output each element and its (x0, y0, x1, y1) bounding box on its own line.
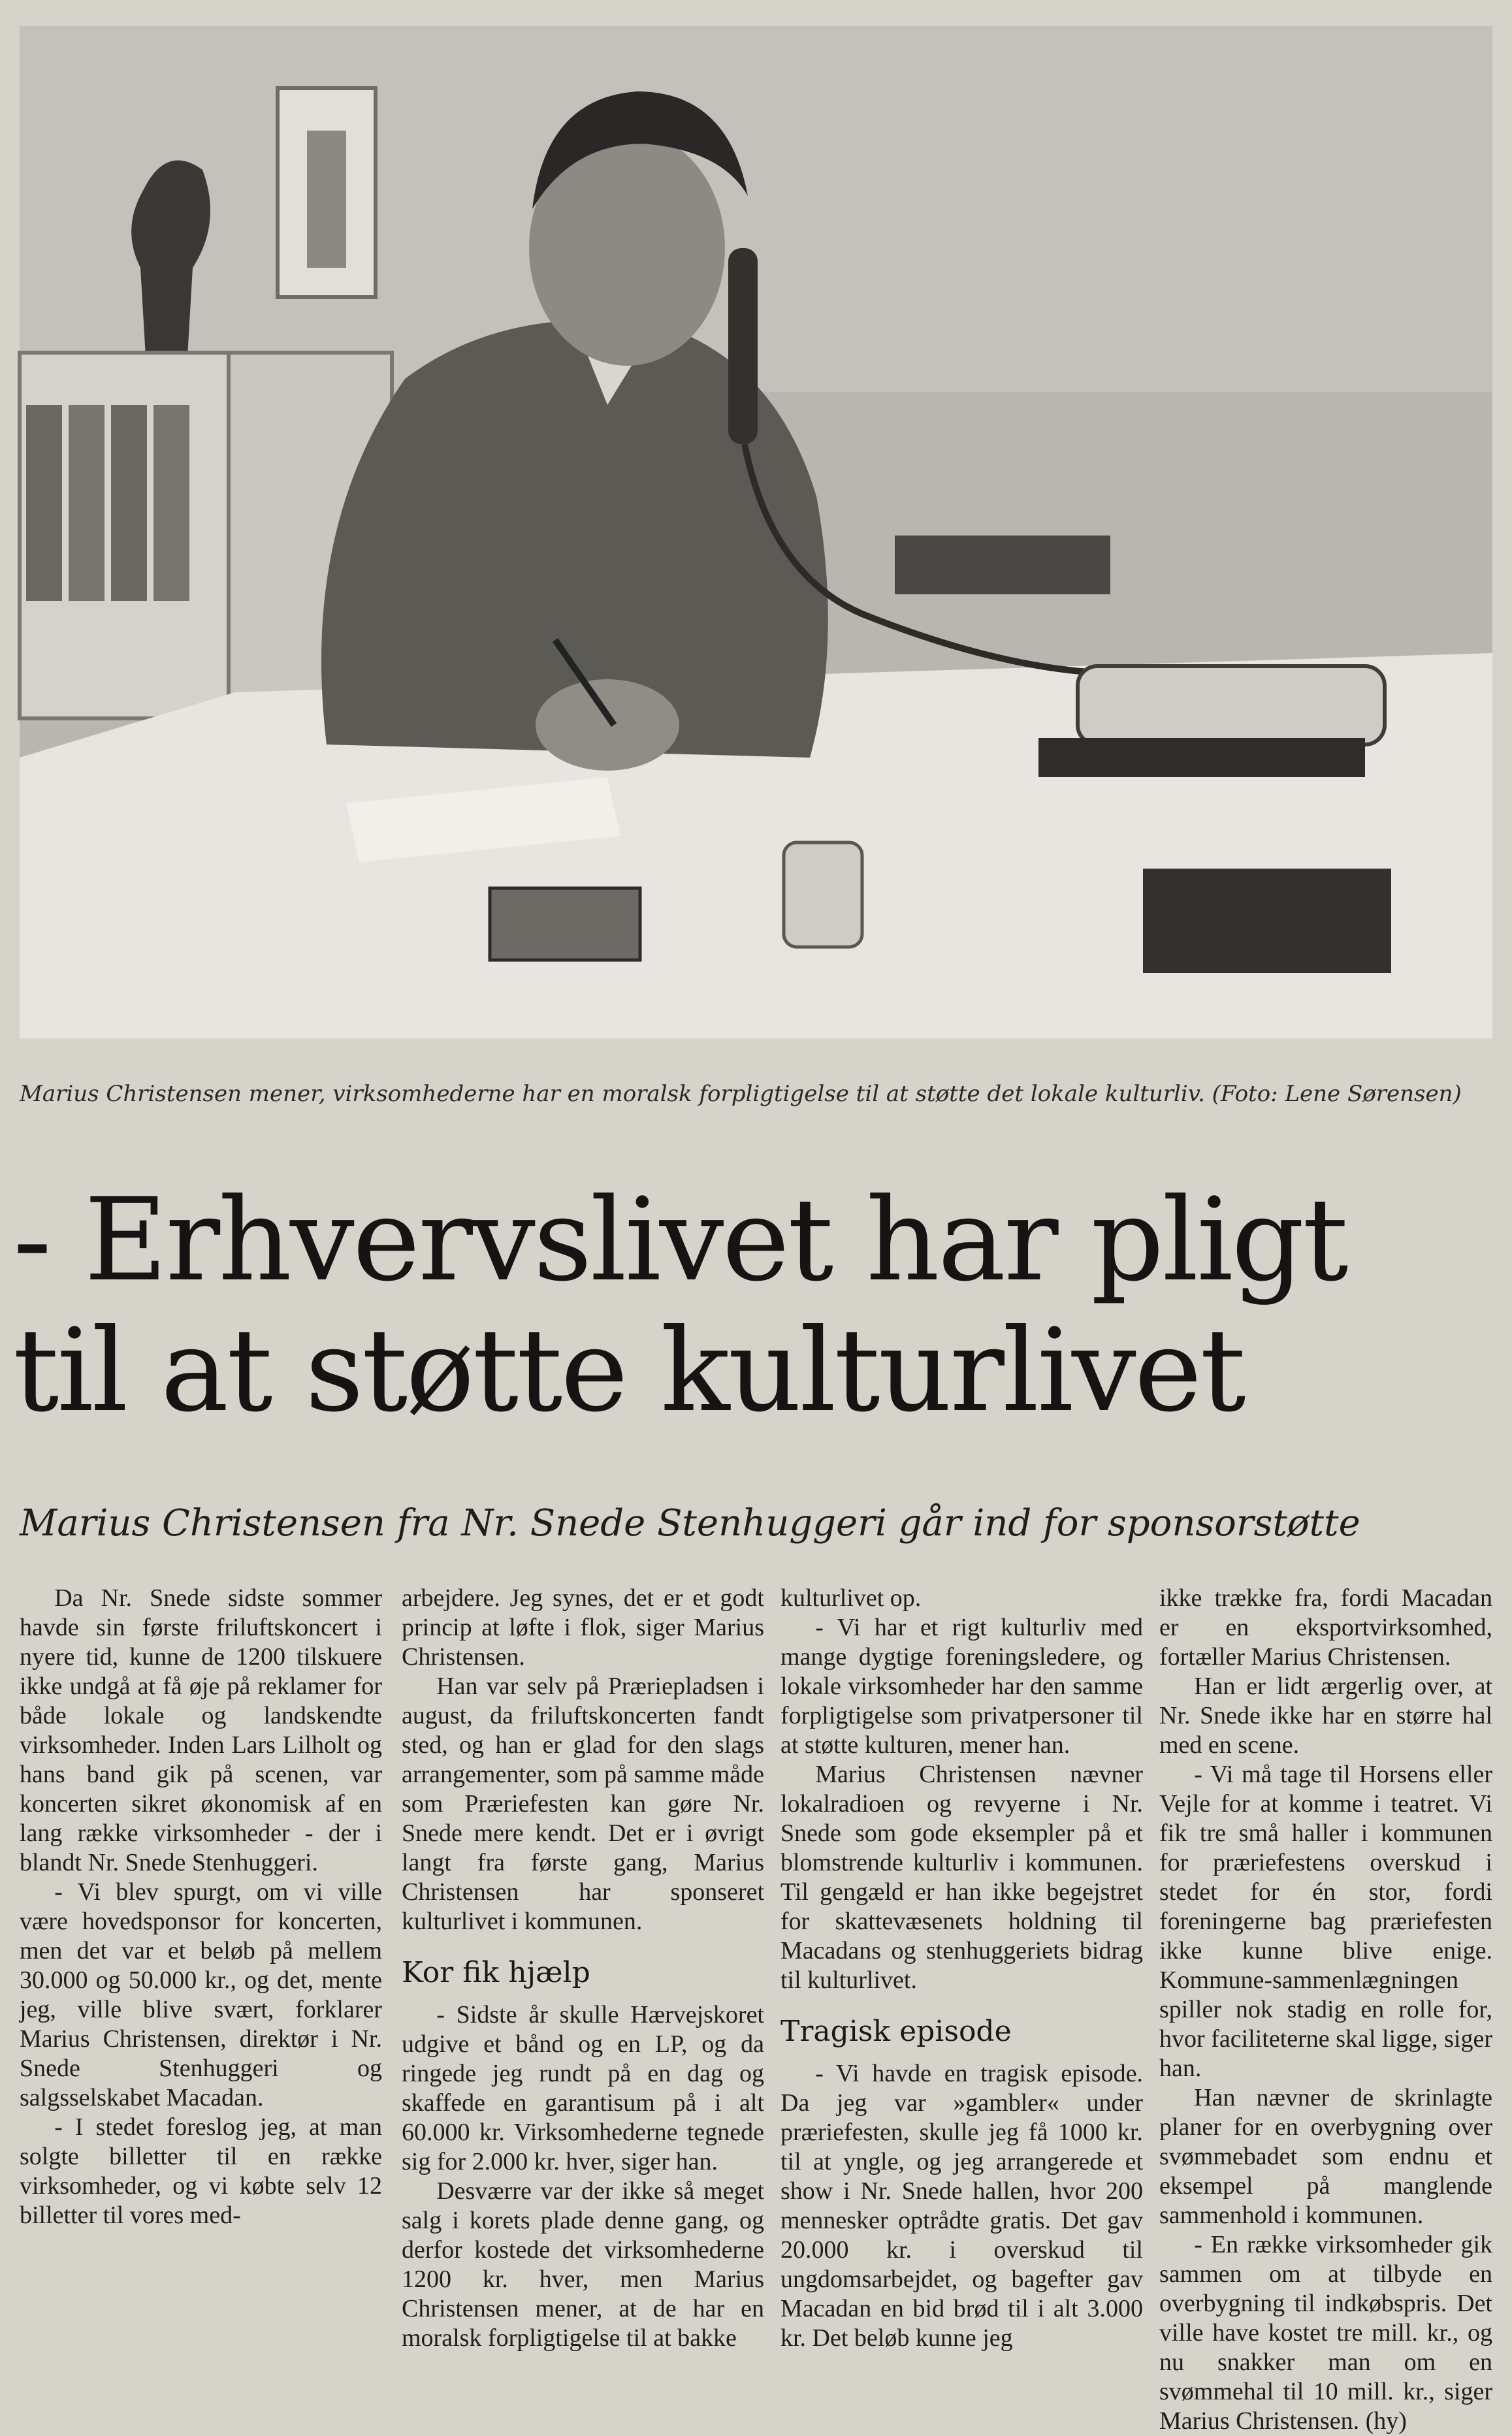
paragraph: kulturlivet op. (780, 1584, 922, 1612)
paragraph: Han nævner de skrinlagte planer for en overbygning over svømmebadet som endnu et eksempel på manglende sammenhold i kommunen. (1159, 2084, 1492, 2229)
photo-caption: Marius Christensen mener, virksomhederne har en moralsk forpligtigelse til at støtte det lokale kulturliv. (Foto: Lene Sørensen) (20, 1081, 1462, 1107)
paragraph: - En række virksomheder gik sammen om at tilbyde en overbygning til indkøbspris. Det ville have kostet tre mill. kr., og nu snakker man om en svømmehal til 10 mill. kr., siger Marius Christensen. (hy) (1159, 2231, 1492, 2435)
paragraph: - Vi blev spurgt, om vi ville være hovedsponsor for koncerten, men det var et beløb på mellem 30.000 og 50.000 kr., og det, mente jeg, ville blive svært, forklarer Marius Christensen, direktør i Nr. Snede Stenhuggeri og salgsselskabet Macadan. (20, 1878, 382, 2111)
article-body (20, 1584, 1492, 2435)
section-heading: Kor fik hjælp (402, 1956, 590, 1989)
paragraph: - Vi havde en tragisk episode. Da jeg var »gambler« under præriefesten, skulle jeg få 1000 kr. til at yngle, og jeg arrangerede et show i Nr. Snede hallen, hvor 200 mennesker optrådte gratis. Det gav 20.000 kr. i overskud til ungdomsarbejdet, og bagefter gav Macadan en bid brød til i alt 3.000 kr. Det beløb kunne jeg (780, 2060, 1143, 2352)
section-heading: Tragisk episode (780, 2015, 1012, 2048)
paragraph: arbejdere. Jeg synes, det er et godt princip at løfte i flok, siger Marius Christensen. (402, 1584, 764, 1671)
column-4 (1159, 1584, 1492, 2435)
headline-line-2: til at støtte kulturlivet (13, 1305, 1244, 1437)
paragraph: Da Nr. Snede sidste sommer havde sin første friluftskoncert i nyere tid, kunne de 1200 tilskuere ikke undgå at få øje på reklamer for både lokale og landskendte virksomheder. Inden Lars Lilholt og hans band gik på scenen, var koncerten sikret økonomisk af en lang række virksomheder - der i blandt Nr. Snede Stenhuggeri. (20, 1584, 382, 1876)
paragraph: - Sidste år skulle Hærvejskoret udgive et bånd og en LP, og da ringede jeg rundt på en dag og skaffede en garantisum på i alt 60.000 kr. Virksomhederne tegnede sig for 2.000 kr. hver, siger han. (402, 2001, 764, 2175)
paragraph: Han er lidt ærgerlig over, at Nr. Snede ikke har en større hal med en scene. (1159, 1673, 1492, 1759)
photo-illustration (20, 26, 1492, 1038)
headline (13, 1176, 1502, 1437)
article-photo (20, 26, 1492, 1038)
column-3 (780, 1584, 1143, 2407)
paragraph: - Vi har et rigt kulturliv med mange dygtige foreningsledere, og lokale virksomheder har den samme forpligtigelse som privatpersoner til at støtte kulturen, mener han. (780, 1614, 1143, 1759)
paragraph: Desværre var der ikke så meget salg i korets plade denne gang, og derfor kostede det virksomhederne 1200 kr. hver, men Marius Christensen mener, at de har en moralsk forpligtigelse til at bakke (402, 2177, 764, 2352)
headline-line-1: - Erhvervslivet har pligt (13, 1174, 1347, 1307)
subheadline: Marius Christensen fra Nr. Snede Stenhuggeri går ind for sponsorstøtte (20, 1502, 1360, 1545)
paragraph: ikke trække fra, fordi Macadan er en eksportvirksomhed, fortæller Marius Christensen. (1159, 1584, 1492, 1671)
column-2 (402, 1584, 764, 2407)
column-1 (20, 1584, 382, 2407)
paragraph: Han var selv på Præriepladsen i august, da friluftskoncerten fandt sted, og han er glad for den slags arrangementer, som på samme måde som Præriefesten kan gøre Nr. Snede mere kendt. Det er i øvrigt langt fra første gang, Marius Christensen har sponseret kulturlivet i kommunen. (402, 1673, 764, 1935)
paragraph: - I stedet foreslog jeg, at man solgte billetter til en række virksomheder, og vi købte selv 12 billetter til vores med- (20, 2113, 382, 2229)
paragraph: Marius Christensen nævner lokalradioen og revyerne i Nr. Snede som gode eksempler på et blomstrende kulturliv i kommunen. Til gengæld er han ikke begejstret for skattevæsenets holdning til Macadans og stenhuggeriets bidrag til kulturlivet. (780, 1761, 1143, 1994)
paragraph: - Vi må tage til Horsens eller Vejle for at komme i teatret. Vi fik tre små haller i kommunen for præriefestens overskud i stedet for én stor, fordi foreningerne bag præriefesten ikke kunne blive enige. Kommune-sammenlægningen spiller nok stadig en rolle for, hvor faciliteterne skal ligge, siger han. (1159, 1761, 1492, 2082)
